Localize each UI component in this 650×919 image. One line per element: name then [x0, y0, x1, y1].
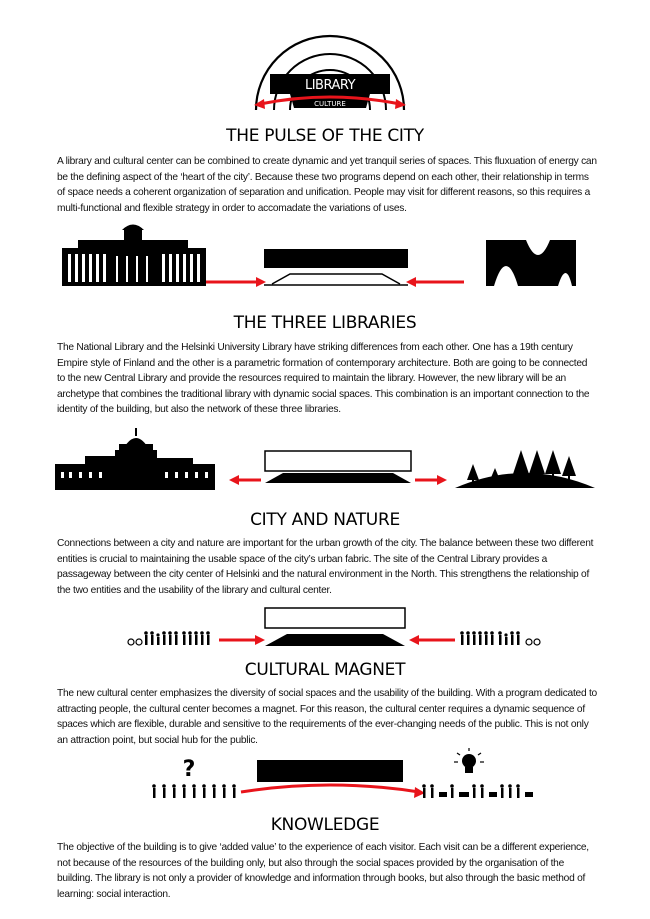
section-text-cultural-magnet: The new cultural center emphasizes the diversity of social spaces and the usability of the building. With a program dedicated to attracting people, the cultural center becomes a magnet. For this reason, the cultural center requires a dynamic sequence of spaces which are flexible, durable and sensitive to the requirements of the ever-changing needs of the public. This is not only an attraction point, but social hub for the public.	[57, 688, 597, 746]
national-library-icon	[62, 225, 206, 287]
section-text-city-nature: Connections between a city and nature are important for the urban growth of the city. The balance between these two different entities is crucial to maintaining the usable space of the city’s urban fabric. The site of the Central Library provides a passageway between the city center of Helsinki and the natural environment in the North. This strengthens the relationship of the two entities and the usability of the library and cultural center.	[57, 538, 594, 596]
social-group-icon	[422, 784, 533, 798]
walkers-left-icon	[152, 784, 236, 798]
three-libraries-diagram	[60, 222, 590, 290]
section-text-three-libraries: The National Library and the Helsinki University Library have striking differences from each other. One has a 19th century Empire style of Finland and the other is a parametric formation of contemporary architecture. Both are going to be connected to the new Central Library and provide the resources required to maintain the library. However, the new library will be an archetype that combines the traditional library with dynamic social spaces. This combination is an important connection to the identity of the building, but also the network of these three libraries.	[57, 342, 590, 416]
crowd-left-icon	[128, 631, 210, 645]
university-library-icon	[486, 240, 576, 286]
nature-trees-icon	[455, 450, 595, 488]
city-skyline-icon	[55, 428, 215, 490]
question-mark: ?	[182, 757, 196, 782]
section-text-knowledge: The objective of the building is to give ‘added value’ to the experience of each visitor. Each visit can be a different experience, not because of the resources of the building only, but also through the social spaces provided by the organisation of the building. The library is not only a provider of knowledge and information through books, but also through the basic method of learning: social interaction.	[57, 842, 589, 900]
section-title-city-nature: CITY AND NATURE	[250, 510, 400, 530]
section-title-knowledge: KNOWLEDGE	[270, 815, 380, 835]
city-nature-diagram	[55, 428, 595, 492]
section-title-pulse: THE PULSE OF THE CITY	[226, 126, 424, 146]
section-title-cultural-magnet: CULTURAL MAGNET	[244, 660, 406, 680]
library-label: LIBRARY	[304, 78, 356, 93]
library-culture-diagram	[240, 2, 420, 114]
section-text-pulse: A library and cultural center can be combined to create dynamic and yet tranquil series of spaces. This fluxuation of energy can be the defining aspect of the ‘heart of the city’. Because these two programs depend on each other, their relationship in terms of space needs a coherent organization of separation and unification. People may visit for different reasons, so this requires a multi-functional and flexible strategy in order to accomadate the variations of uses.	[57, 156, 597, 214]
knowledge-diagram	[145, 748, 545, 808]
culture-label: CULTURE	[314, 100, 346, 108]
people-flow-diagram	[125, 604, 545, 652]
lightbulb-icon	[454, 748, 484, 773]
section-title-three-libraries: THE THREE LIBRARIES	[233, 313, 417, 333]
crowd-right-icon	[460, 631, 540, 645]
